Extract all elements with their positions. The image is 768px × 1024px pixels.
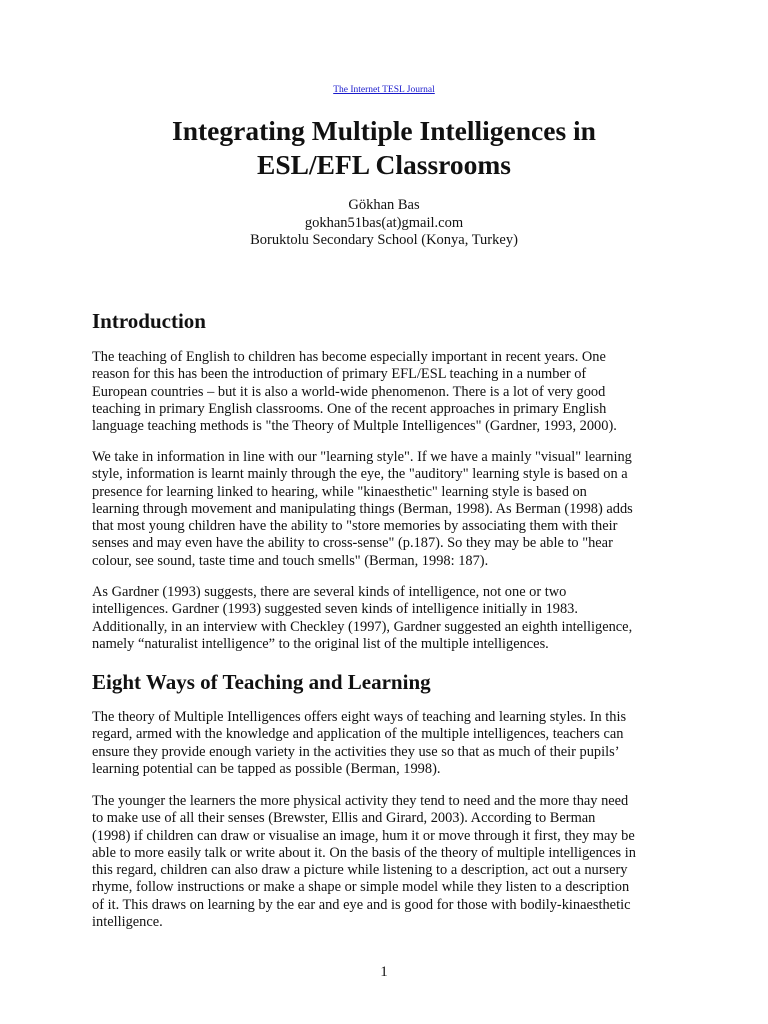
text-line: colour, see sound, taste time and touch smells" (Berman, 1998: 187). bbox=[92, 552, 489, 569]
author-email: gokhan51bas(at)gmail.com bbox=[304, 214, 464, 231]
author-affiliation: Boruktolu Secondary School (Konya, Turkey) bbox=[250, 232, 518, 248]
body-paragraph bbox=[92, 793, 692, 931]
title-line-2: ESL/EFL Classrooms bbox=[257, 149, 511, 180]
text-line: (1998) if children can draw or visualise an image, hum it or move through it first, they may be bbox=[92, 827, 635, 844]
title-line-1: Integrating Multiple Intelligences in bbox=[172, 115, 596, 146]
text-line: We take in information in line with our "learning style". If we have a mainly "visual" learning bbox=[92, 449, 632, 465]
text-line: to make use of all their senses (Brewster, Ellis and Girard, 2003). According to Berman bbox=[92, 810, 596, 827]
text-line: teaching in primary English classrooms. One of the recent approaches in primary English bbox=[92, 400, 607, 417]
author-block bbox=[0, 197, 768, 250]
text-line: style, information is learnt mainly through the eye, the "auditory" learning style is based on a bbox=[92, 466, 628, 483]
text-line: The younger the learners the more physical activity they tend to need and the more thay need bbox=[92, 793, 629, 809]
text-line: regard, armed with the knowledge and application of the multiple intelligences, teachers can bbox=[92, 726, 624, 743]
section-heading-introduction: Introduction bbox=[92, 309, 206, 333]
body-paragraph bbox=[92, 449, 692, 570]
body-paragraph bbox=[92, 709, 692, 778]
text-line: senses and may even have the ability to cross-sense" (p.187). So they may be able to "hear bbox=[92, 535, 613, 552]
text-line: The teaching of English to children has become especially important in recent years. One bbox=[92, 349, 606, 365]
text-line: European countries – but it is also a world-wide phenomenon. There is a lot of very good bbox=[92, 383, 606, 400]
text-line: that most young children have the ability to "store memories by associating them with their bbox=[92, 518, 618, 535]
text-line: learning through movement and manipulating things (Berman, 1998). As Berman (1998) adds bbox=[92, 500, 633, 517]
text-line: learning potential can be tapped as possible (Berman, 1998). bbox=[92, 760, 441, 777]
page-number: 1 bbox=[380, 964, 388, 980]
journal-link[interactable]: The Internet TESL Journal bbox=[333, 85, 435, 95]
section-heading-eight-ways: Eight Ways of Teaching and Learning bbox=[92, 670, 431, 694]
text-line: namely “naturalist intelligence” to the original list of the multiple intelligences. bbox=[92, 635, 549, 652]
text-line: The theory of Multiple Intelligences offers eight ways of teaching and learning styles. In this bbox=[92, 709, 627, 725]
body-paragraph bbox=[92, 584, 692, 653]
text-line: Additionally, in an interview with Checkley (1997), Gardner suggested an eighth intelligence, bbox=[92, 618, 633, 635]
text-line: intelligences. Gardner (1993) suggested seven kinds of intelligence initially in 1983. bbox=[92, 601, 578, 618]
text-line: intelligence. bbox=[92, 914, 163, 931]
body-paragraph bbox=[92, 349, 692, 435]
text-line: rhyme, follow instructions or make a shape or simple model while they listen to a description bbox=[92, 879, 630, 896]
text-line: presence for learning linked to hearing, while "kinaesthetic" learning style is based on bbox=[92, 483, 587, 500]
text-line: As Gardner (1993) suggests, there are several kinds of intelligence, not one or two bbox=[92, 584, 567, 600]
article-title bbox=[0, 114, 768, 182]
text-line: able to more easily talk or write about it. On the basis of the theory of multiple intelligences in bbox=[92, 844, 636, 861]
text-line: reason for this has been the introduction of primary EFL/ESL teaching in a number of bbox=[92, 366, 587, 383]
text-line: language teaching methods is "the Theory of Multple Intelligences" (Gardner, 1993, 2000). bbox=[92, 418, 617, 435]
text-line: of it. This draws on learning by the ear and eye and is good for those with bodily-kinaesthetic bbox=[92, 896, 631, 913]
text-line: ensure they provide enough variety in the activities they use so that as much of their pupils’ bbox=[92, 743, 620, 760]
author-name: Gökhan Bas bbox=[348, 197, 420, 213]
text-line: this regard, children can also draw a picture while listening to a description, act out a nursery bbox=[92, 862, 628, 879]
